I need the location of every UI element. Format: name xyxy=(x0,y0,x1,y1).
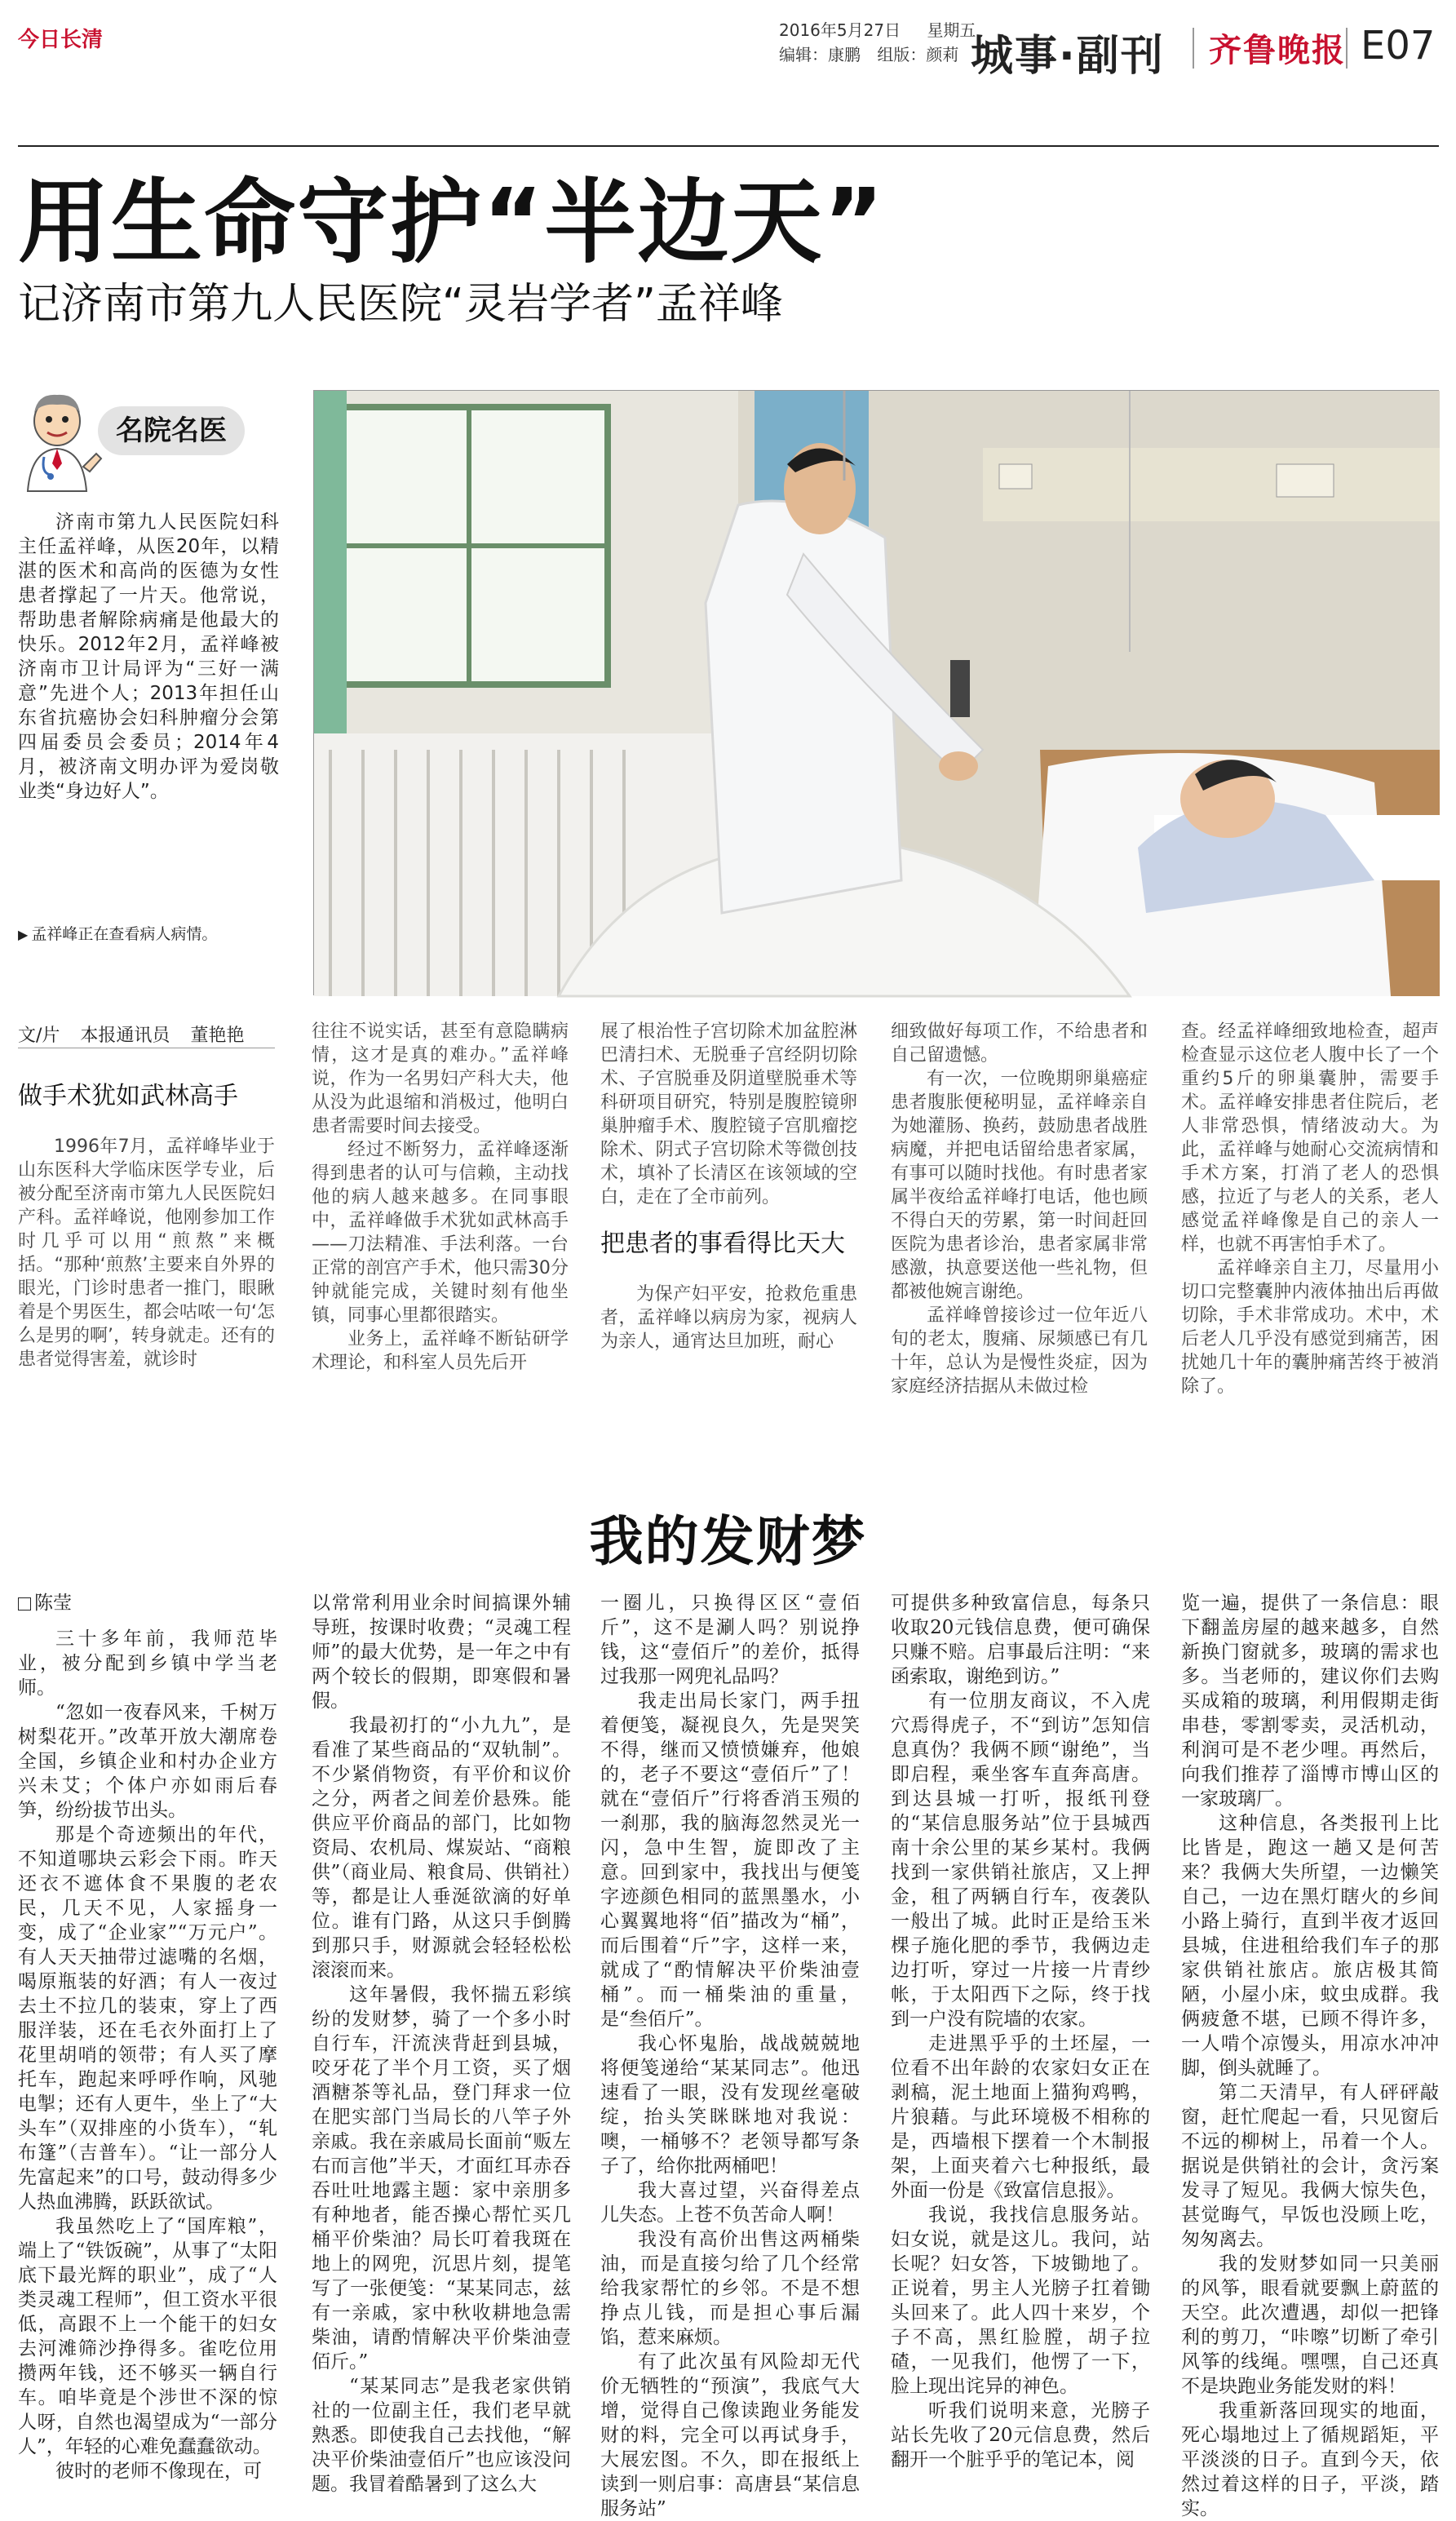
article-column-4 xyxy=(891,1020,1148,1464)
article-headline: 用生命守护“半边天” xyxy=(18,170,886,276)
essay-author-name: 陈莹 xyxy=(34,1593,72,1614)
newspaper-logo: 齐鲁晚报 xyxy=(1209,31,1346,69)
article-subhead: 记济南市第九人民医院“灵岩学者”孟祥峰 xyxy=(18,280,783,329)
essay-title: 我的发财梦 xyxy=(589,1510,867,1573)
issue-date: 2016年5月27日 xyxy=(779,20,901,40)
paragraph: 细致做好每项工作，不给患者和自己留遗憾。 xyxy=(891,1021,1148,1066)
paragraph: 那是个奇迹频出的年代，不知道哪块云彩会下雨。昨天还衣不遮体食不果腹的老农民，几天不见，人家摇身一变，成了“企业家”“万元户”。有人天天抽带过滤嘴的名烟，喝原瓶装的好酒；有人一夜过去土不拉几的装束，穿上了西服洋装，还在毛衣外面打上了花里胡哨的领带；有人买了摩托车，跑起来呼呼作响，风驰电掣；还有人更牛，坐上了“大头车”（双排座的小货车），“轧布篷”（吉普车）。“让一部分人先富起来”的口号，鼓动得多少人热血沸腾，跃跃欲试。 xyxy=(18,1824,277,2213)
paragraph: 彼时的老师不像现在，可 xyxy=(55,2461,262,2482)
byline-type: 文/片 xyxy=(18,1026,60,1046)
paragraph: 以常常利用业余时间搞课外辅导班，按课时收费；“灵魂工程师”的最大优势，是一年之中有两个较长的假期，即寒假和暑假。 xyxy=(312,1593,571,1712)
paragraph: 这种信息，各类报刊上比比皆是，跑这一趟又是何苦来？我俩大失所望，一边懒笑自己，一边在黑灯瞎火的乡间小路上骑行，直到半夜才返回县城，住进租给我们车子的那家供销社旅店。旅店极其简陋，小屋小床，蚊虫成群。我俩疲惫不堪，已顾不得许多，一人啃个凉馒头，用凉水冲冲脚，倒头就睡了。 xyxy=(1181,1813,1439,2079)
header-divider xyxy=(1346,28,1348,69)
paragraph: 有一次，一位晚期卵巢癌症患者腹胀便秘明显，孟祥峰亲自为她灌肠、换药，鼓励患者战胜病魔，并把电话留给患者家属，有事可以随时找他。有时患者家属半夜给孟祥峰打电话，他也顾不得白天的劳累，第一时间赶回医院为患者诊治，患者家属非常感激，执意要送他一些礼物，但都被他婉言谢绝。 xyxy=(891,1069,1148,1302)
paragraph: 三十多年前，我师范毕业，被分配到乡镇中学当老师。 xyxy=(18,1628,277,1699)
paragraph: 听我们说明来意，光膀子站长先收了20元信息费，然后翻开一个脏乎乎的笔记本，阅 xyxy=(891,2400,1150,2470)
designer-credit: 组版：颜莉 xyxy=(877,45,959,64)
photo-caption-text: 孟祥峰正在查看病人病情。 xyxy=(31,925,218,943)
paragraph: 可提供多种致富信息，每条只收取20元钱信息费，便可确保只赚不赔。启事最后注明：“来函索取，谢绝到访。” xyxy=(891,1593,1150,1687)
section-subtitle: 把患者的事看得比天大 xyxy=(600,1229,845,1258)
paragraph: 我的发财梦如同一只美丽的风筝，眼看就要飘上蔚蓝的天空。此次遭遇，却似一把锋利的剪刀，“咔嚓”切断了牵引风筝的线绳。嘿嘿，自己还真不是块跑业务能发财的料！ xyxy=(1181,2253,1439,2397)
article-photo xyxy=(313,390,1439,995)
editor-credit: 编辑：康鹏 xyxy=(779,45,861,64)
paragraph: 有了此次虽有风险却无代价无牺牲的“预演”，我底气大增，觉得自己像读跑业务能发财的料，完全可以再试身手，大展宏图。不久，即在报纸上读到一则启事：高唐县“某信息服务站” xyxy=(600,2351,860,2519)
paragraph: 往往不说实话，甚至有意隐瞒病情，这才是真的难办。”孟祥峰说，作为一名男妇产科大夫，他从没为此退缩和消极过，他明白患者需要时间去接受。 xyxy=(312,1021,569,1136)
paragraph: 有一位朋友商议，不入虎穴焉得虎子，不“到访”怎知信息真伪？我俩不顾“谢绝”，当即启程，乘坐客车直奔高唐。到达县城一打听，报纸刊登的“某信息服务站”位于县城西南十余公里的某乡某村。我俩找到一家供销社旅店，又上押金，租了两辆自行车，夜袭队一般出了城。此时正是给玉米棵子施化肥的季节，我俩边走边打听，穿过一片接一片青纱帐，于太阳西下之际，终于找到一户没有院墙的农家。 xyxy=(891,1690,1150,2030)
paragraph: 览一遍，提供了一条信息：眼下翻盖房屋的越来越多，自然新换门窗就多，玻璃的需求也多。当老师的，建议你们去购买成箱的玻璃，利用假期走街串巷，零割零卖，灵活机动，利润可是不老少哩。再然后，向我们推荐了淄博市博山区的一家玻璃厂。 xyxy=(1181,1593,1439,1810)
essay-column-3 xyxy=(600,1591,860,2519)
issue-weekday: 星期五 xyxy=(927,20,976,40)
paragraph: 业务上，孟祥峰不断钻研学术理论，和科室人员先后开 xyxy=(312,1329,569,1373)
essay-author xyxy=(18,1591,277,1615)
paragraph: 我大喜过望，兴奋得差点儿失态。上苍不负苦命人啊！ xyxy=(600,2180,860,2226)
author-box-icon xyxy=(18,1597,31,1611)
paragraph: 为保产妇平安，抢救危重患者，孟祥峰以病房为家，视病人为亲人，通宵达旦加班，耐心 xyxy=(600,1284,857,1352)
paragraph: 我没有高价出售这两桶柴油，而是直接匀给了几个经常给我家帮忙的乡邻。不是不想挣点儿钱，而是担心事后漏馅，惹来麻烦。 xyxy=(600,2229,860,2348)
paragraph: 我心怀鬼胎，战战兢兢地将便笺递给“某某同志”。他迅速看了一眼，没有发现丝毫破绽，抬头笑眯眯地对我说：噢，一桶够不？老领导都写条子了，给你批两桶吧！ xyxy=(600,2033,860,2177)
paragraph: 展了根治性子宫切除术加盆腔淋巴清扫术、无脱垂子宫经阴切除术、子宫脱垂及阴道壁脱垂术等科研项目研究，特别是腹腔镜卵巢肿瘤手术、腹腔镜子宫肌瘤挖除术、阴式子宫切除术等微创技术，填补了长清区在该领域的空白，走在了全市前列。 xyxy=(600,1021,857,1207)
paragraph: 孟祥峰曾接诊过一位年近八旬的老太，腹痛、尿频感已有几十年，总认为是慢性炎症，因为家庭经济拮据从未做过检 xyxy=(891,1305,1148,1397)
paragraph: 查。经孟祥峰细致地检查，超声检查显示这位老人腹中长了一个重约5斤的卵巢囊肿，需要手术。孟祥峰安排患者住院后，老人非常恐惧，情绪波动大。为此，孟祥峰与她耐心交流病情和手术方案，打消了老人的恐惧感，拉近了与老人的关系，老人感觉孟祥峰像是自己的亲人一样，也就不再害怕手术了。 xyxy=(1181,1021,1439,1255)
section-title: 城事·副刊 xyxy=(971,32,1165,81)
essay-column-4 xyxy=(891,1591,1150,2480)
article-column-1 xyxy=(18,1081,275,1464)
paragraph: 走进黑乎乎的土坯屋，一位看不出年龄的农家妇女正在剥稿，泥土地面上猫狗鸡鸭，片狼藉。与此环境极不相称的是，西墙根下摆着一个木制报架，上面夹着六七种报纸，最外面一份是《致富信息报》。 xyxy=(891,2033,1150,2201)
section-subtitle: 做手术犹如武林高手 xyxy=(18,1082,238,1110)
doctor-cartoon-icon xyxy=(20,388,111,491)
paragraph: 1996年7月，孟祥峰毕业于山东医科大学临床医学专业，后被分配至济南市第九人民医院妇产科。孟祥峰说，他刚参加工作时几乎可以用“煎熬”来概括。“那种‘煎熬’主要来自外界的眼光，门诊时患者一推门，眼瞅着是个男医生，都会咕哝一句‘怎么是男的啊’，转身就走。还有的患者觉得害羞，就诊时 xyxy=(18,1136,275,1370)
paragraph: 第二天清早，有人砰砰敲窗，赶忙爬起一看，只见窗后不远的柳树上，吊着一个人。据说是供销社的会计，贪污案发寻了短见。我俩大惊失色，甚觉晦气，早饭也没顾上吃，匆匆离去。 xyxy=(1181,2082,1439,2250)
page-number: E07 xyxy=(1361,23,1436,69)
essay-column-2 xyxy=(312,1591,571,2495)
essay-column-5 xyxy=(1181,1591,1439,2519)
paragraph: 经过不断努力，孟祥峰逐渐得到患者的认可与信赖，主动找他的病人越来越多。在同事眼中，孟祥峰做手术犹如武林高手——刀法精准、手法利落。一台正常的剖宫产手术，他只需30分钟就能完成，关键时刻有他坐镇，同事心里都很踏实。 xyxy=(312,1140,569,1326)
paragraph: 我重新落回现实的地面，死心塌地过上了循规蹈矩，平平淡淡的日子。直到今天，依然过着这样的日子，平淡，踏实。 xyxy=(1181,2400,1439,2519)
header-divider xyxy=(1193,28,1194,69)
paragraph: 我虽然吃上了“国库粮”，端上了“铁饭碗”，从事了“太阳底下最光辉的职业”，成了“人类灵魂工程师”，但工资水平很低，高跟不上一个能干的妇女去河滩筛沙挣得多。雀吃位用攒两年钱，还不够买一辆自行车。咱毕竟是个涉世不深的惊人呀，自然也渴望成为“一部分人”，年轻的心难免蠢蠢欲动。 xyxy=(18,2216,277,2457)
byline-name: 董艳艳 xyxy=(190,1026,245,1046)
article-column-5 xyxy=(1181,1020,1439,1464)
paragraph: 我走出局长家门，两手扭着便笺，凝视良久，先是哭笑不得，继而又愤愤嫌弃，他娘的，老子不要这“壹佰斤”了！就在“壹佰斤”行将香消玉殒的一刹那，我的脑海忽然灵光一闪，急中生智，旋即改了主意。回到家中，我找出与便笺字迹颜色相同的蓝黑墨水，小心翼翼地将“佰”描改为“桶”，而后围着“斤”字，这样一来，就成了“酌情解决平价柴油壹桶”。而一桶柴油的重量，是“叁佰斤”。 xyxy=(600,1690,860,2030)
paragraph: 我最初打的“小九九”，是看准了某些商品的“双轨制”。不少紧俏物资，有平价和议价之分，两者之间差价悬殊。能供应平价商品的部门，比如物资局、农机局、煤炭站、“商粮供”（商业局、粮食局、供销社）等，都是让人垂涎欲滴的好单位。谁有门路，从这只手倒腾到那只手，财源就会轻轻松松滚滚而来。 xyxy=(312,1715,571,1981)
paragraph: 这年暑假，我怀揣五彩缤纷的发财梦，骑了一个多小时自行车，汗流浃背赶到县城，咬牙花了半个月工资，买了烟酒糖茶等礼品，登门拜求一位在肥实部门当局长的八竿子外亲戚。我在亲戚局长面前“贩左右而言他”半天，才面红耳赤吞吞吐吐地露主题：家中亲朋多有种地者，能否操心帮忙买几桶平价柴油？局长叮着我斑在地上的网兜，沉思片刻，提笔写了一张便笺：“某某同志，兹有一亲戚，家中秋收耕地急需柴油，请酌情解决平价柴油壹佰斤。” xyxy=(312,1984,571,2373)
byline-role: 本报通讯员 xyxy=(80,1026,170,1046)
essay-column-1 xyxy=(18,1591,277,2480)
paragraph: 一圈儿，只换得区区“壹佰斤”，这不是涮人吗？别说挣钱，这“壹佰斤”的差价，抵得过我那一网兜礼品吗？ xyxy=(600,1593,860,1687)
column-badge: 名院名医 xyxy=(98,406,245,455)
article-byline xyxy=(18,1021,259,1047)
intro-sidebar: 济南市第九人民医院妇科主任孟祥峰，从医20年，以精湛的医术和高尚的医德为女性患者撑起了一片天。他常说，帮助患者解除病痛是他最大的快乐。2012年2月，孟祥峰被济南市卫计局评为“三好一满意”先进个人；2013年担任山东省抗癌协会妇科肿瘤分会第四届委员会委员；2014年4月，被济南文明办评为爱岗敬业类“身边好人”。 xyxy=(18,512,279,802)
header-rule xyxy=(18,145,1439,147)
issue-meta xyxy=(779,18,997,67)
paragraph: “某某同志”是我老家供销社的一位副主任，我们老早就熟悉。即使我自己去找他，“解决平价柴油壹佰斤”也应该没问题。我冒着酷暑到了这么大 xyxy=(312,2376,571,2495)
paragraph: 孟祥峰亲自主刀，尽量用小切口完整囊肿内液体抽出后再做切除，手术非常成功。术中，术后老人几乎没有感觉到痛苦，困扰她几十年的囊肿痛苦终于被消除了。 xyxy=(1181,1258,1439,1397)
article-column-3 xyxy=(600,1020,857,1464)
triangle-marker-icon: ▶ xyxy=(18,927,29,942)
section-tag: 今日长清 xyxy=(18,28,104,52)
photo-caption xyxy=(18,922,217,944)
paragraph: 我说，我找信息服务站。妇女说，就是这儿。我问，站长呢？妇女答，下坡锄地了。正说着，男主人光膀子扛着锄头回来了。此人四十来岁，个子不高，黑红脸膛，胡子拉碴，一见我们，他愣了一下，脸上现出诧异的神色。 xyxy=(891,2204,1150,2397)
paragraph: “忽如一夜春风来，千树万树梨花开。”改革开放大潮席卷全国，乡镇企业和村办企业方兴未艾；个体户亦如雨后春笋，纷纷拔节出头。 xyxy=(18,1702,277,1821)
article-column-2 xyxy=(312,1020,569,1464)
